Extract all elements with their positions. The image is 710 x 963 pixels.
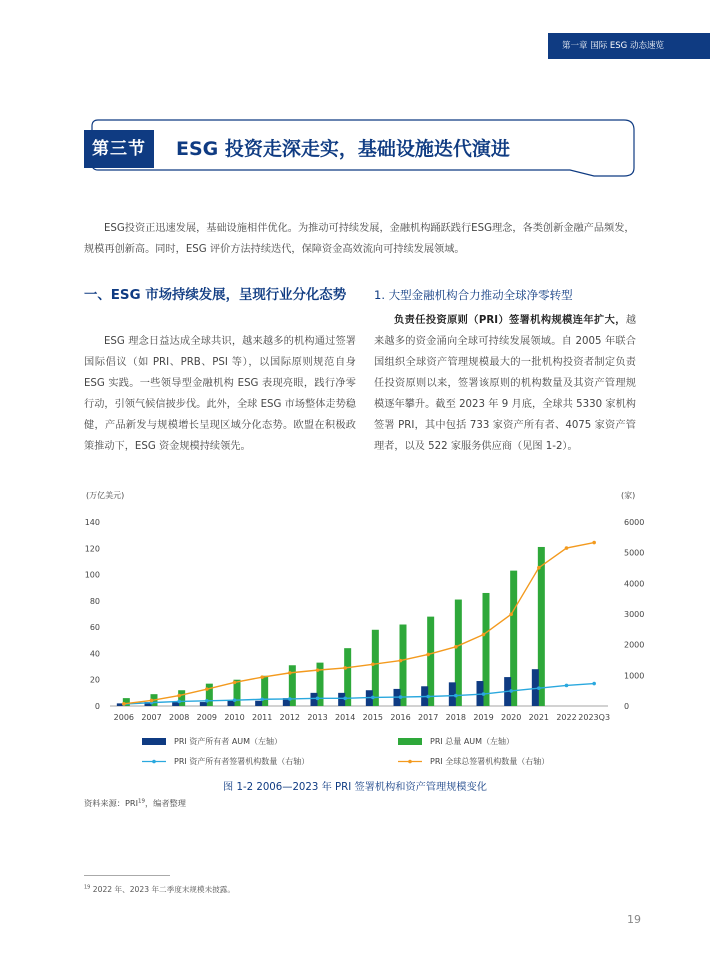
x-tick-label: 2020	[500, 713, 522, 722]
source-text: 资料来源：PRI	[84, 798, 138, 808]
x-tick-label: 2006	[113, 713, 135, 722]
point-total-count	[537, 566, 541, 570]
left-tick-label: 40	[89, 649, 100, 659]
point-owner-count	[205, 699, 209, 703]
right-tick-label: 2000	[624, 640, 645, 650]
right-tick-label: 1000	[624, 671, 645, 681]
point-total-count	[288, 671, 292, 675]
section-title: ESG 投资走深走实，基础设施迭代演进	[176, 138, 510, 160]
right-heading: 1. 大型金融机构合力推动全球净零转型	[374, 288, 573, 302]
left-heading: 一、ESG 市场持续发展，呈现行业分化态势	[84, 288, 347, 303]
point-total-count	[177, 694, 181, 698]
x-tick-label: 2017	[417, 713, 439, 722]
x-tick-label: 2016	[390, 713, 411, 722]
bar-total-aum	[206, 684, 213, 706]
left-tick-label: 140	[84, 518, 100, 527]
point-total-count	[371, 662, 375, 666]
x-tick-label: 2015	[362, 713, 384, 722]
point-total-count	[122, 702, 126, 706]
bar-total-aum	[427, 617, 434, 706]
x-tick-label: 2018	[445, 713, 467, 722]
bar-owner-aum	[255, 701, 262, 706]
point-total-count	[343, 666, 347, 670]
bar-total-aum	[178, 690, 185, 706]
figure-caption: 图 1-2 2006—2023 年 PRI 签署机构和资产管理规模变化	[223, 782, 487, 793]
point-total-count	[205, 687, 209, 691]
x-tick-label: 2023Q3	[578, 713, 611, 722]
point-total-count	[454, 645, 458, 649]
point-owner-count	[537, 686, 541, 690]
left-paragraph: ESG 理念日益达成全球共识，越来越多的机构通过签署国际倡议（如 PRI、PRB、PSI 等），以国际原则规范自身 ESG 实践。一些领导型金融机构 ESG 表现亮眼，践行净零行动，引领气候信披步伐。此外，全球 ESG 市场整体走势稳健，产品新发与规模增长呈现区域分化态势。欧盟在积极政策推动下，ESG 资金规模持续领先。	[84, 336, 356, 452]
point-owner-count	[371, 696, 375, 700]
bar-total-aum	[372, 630, 379, 706]
left-tick-label: 120	[84, 544, 100, 554]
legend-label: PRI 资产所有者签署机构数量（右轴）	[174, 757, 310, 766]
point-total-count	[260, 675, 264, 679]
right-bold-lead: 负责任投资原则（PRI）签署机构规模连年扩大，	[394, 315, 626, 326]
page-number: 19	[627, 913, 641, 926]
legend-swatch	[142, 738, 166, 745]
right-tick-label: 3000	[624, 610, 645, 619]
point-total-count	[233, 681, 237, 685]
right-tick-label: 0	[624, 702, 630, 711]
point-total-count	[482, 633, 486, 637]
left-tick-label: 100	[84, 570, 100, 580]
right-tick-label: 5000	[624, 548, 645, 558]
left-tick-label: 20	[89, 675, 100, 685]
left-tick-label: 80	[89, 596, 100, 606]
footnote-text: 2022 年、2023 年二季度末规模未披露。	[92, 885, 235, 894]
footnote	[84, 884, 235, 895]
point-owner-count	[260, 697, 264, 701]
point-total-count	[150, 699, 154, 703]
source-suffix: ，编者整理	[144, 798, 186, 808]
right-tick-label: 6000	[624, 518, 645, 527]
x-tick-label: 2010	[224, 713, 245, 722]
point-owner-count	[288, 697, 292, 701]
x-tick-label: 2012	[279, 713, 301, 722]
left-tick-label: 60	[89, 623, 100, 633]
bar-total-aum	[261, 676, 268, 706]
legend-marker	[152, 760, 156, 764]
bar-owner-aum	[200, 702, 207, 706]
x-tick-label: 2008	[168, 713, 190, 722]
point-owner-count	[426, 695, 430, 699]
right-axis-unit: (家)	[621, 491, 636, 500]
point-owner-count	[316, 697, 320, 701]
point-owner-count	[233, 698, 237, 702]
legend-label: PRI 资产所有者 AUM（左轴）	[174, 737, 283, 746]
legend-label: PRI 全球总签署机构数量（右轴）	[430, 757, 550, 766]
line-total-count	[124, 543, 594, 704]
bar-total-aum	[455, 600, 462, 706]
left-tick-label: 0	[94, 702, 100, 711]
point-owner-count	[399, 695, 403, 699]
point-owner-count	[592, 682, 596, 686]
x-tick-label: 2007	[141, 713, 162, 722]
bar-total-aum	[510, 571, 517, 706]
right-paragraph-text: 越来越多的资金涌向全球可持续发展领域。自 2005 年联合国组织全球资产管理规模最大的一批机构投资者制定负责任投资原则以来，签署该原则的机构数量及其资产管理规模逐年攀升。截至 2023 年 9 月底，全球共 5330 家机构签署 PRI，其中包括 733 家资产所有者、4075 家资产管理者，以及 522 家服务供应商（见图 1-2）。	[374, 315, 636, 452]
right-tick-label: 4000	[624, 579, 645, 589]
point-total-count	[509, 613, 513, 617]
legend-label: PRI 总量 AUM（左轴）	[430, 737, 515, 746]
point-total-count	[316, 668, 320, 672]
bar-total-aum	[538, 547, 545, 706]
legend-marker	[408, 760, 412, 764]
x-tick-label: 2014	[334, 713, 356, 722]
right-paragraph	[374, 310, 636, 457]
point-owner-count	[509, 689, 513, 693]
point-total-count	[426, 653, 430, 657]
x-tick-label: 2019	[473, 713, 494, 722]
point-total-count	[592, 541, 596, 545]
legend-swatch	[398, 738, 422, 745]
left-axis-unit: (万亿美元)	[86, 491, 125, 500]
pri-chart	[0, 480, 710, 775]
point-owner-count	[454, 694, 458, 698]
point-total-count	[565, 546, 569, 550]
footnote-sup: 19	[84, 884, 91, 891]
bar-total-aum	[483, 593, 490, 706]
x-tick-label: 2011	[251, 713, 273, 722]
section-badge: 第三节	[84, 130, 154, 168]
x-tick-label: 2021	[528, 713, 550, 722]
line-owner-count	[124, 684, 594, 705]
point-owner-count	[177, 700, 181, 704]
source-sup: 19	[137, 798, 145, 805]
bar-total-aum	[400, 625, 407, 706]
point-owner-count	[343, 697, 347, 701]
x-tick-label: 2022	[556, 713, 577, 722]
chapter-header-tab: 第一章 国际 ESG 动态速览	[548, 33, 710, 59]
footnote-divider	[84, 875, 170, 876]
x-tick-label: 2013	[307, 713, 328, 722]
source-note	[84, 798, 186, 809]
point-owner-count	[565, 684, 569, 688]
point-owner-count	[482, 692, 486, 696]
intro-paragraph: ESG投资正迅速发展，基础设施相伴优化。为推动可持续发展，金融机构踊跃践行ESG理念，各类创新金融产品频发，规模再创新高。同时，ESG 评价方法持续迭代，保障资金高效流向可持续发展领域。	[84, 223, 635, 255]
point-total-count	[399, 659, 403, 663]
x-tick-label: 2009	[196, 713, 218, 722]
